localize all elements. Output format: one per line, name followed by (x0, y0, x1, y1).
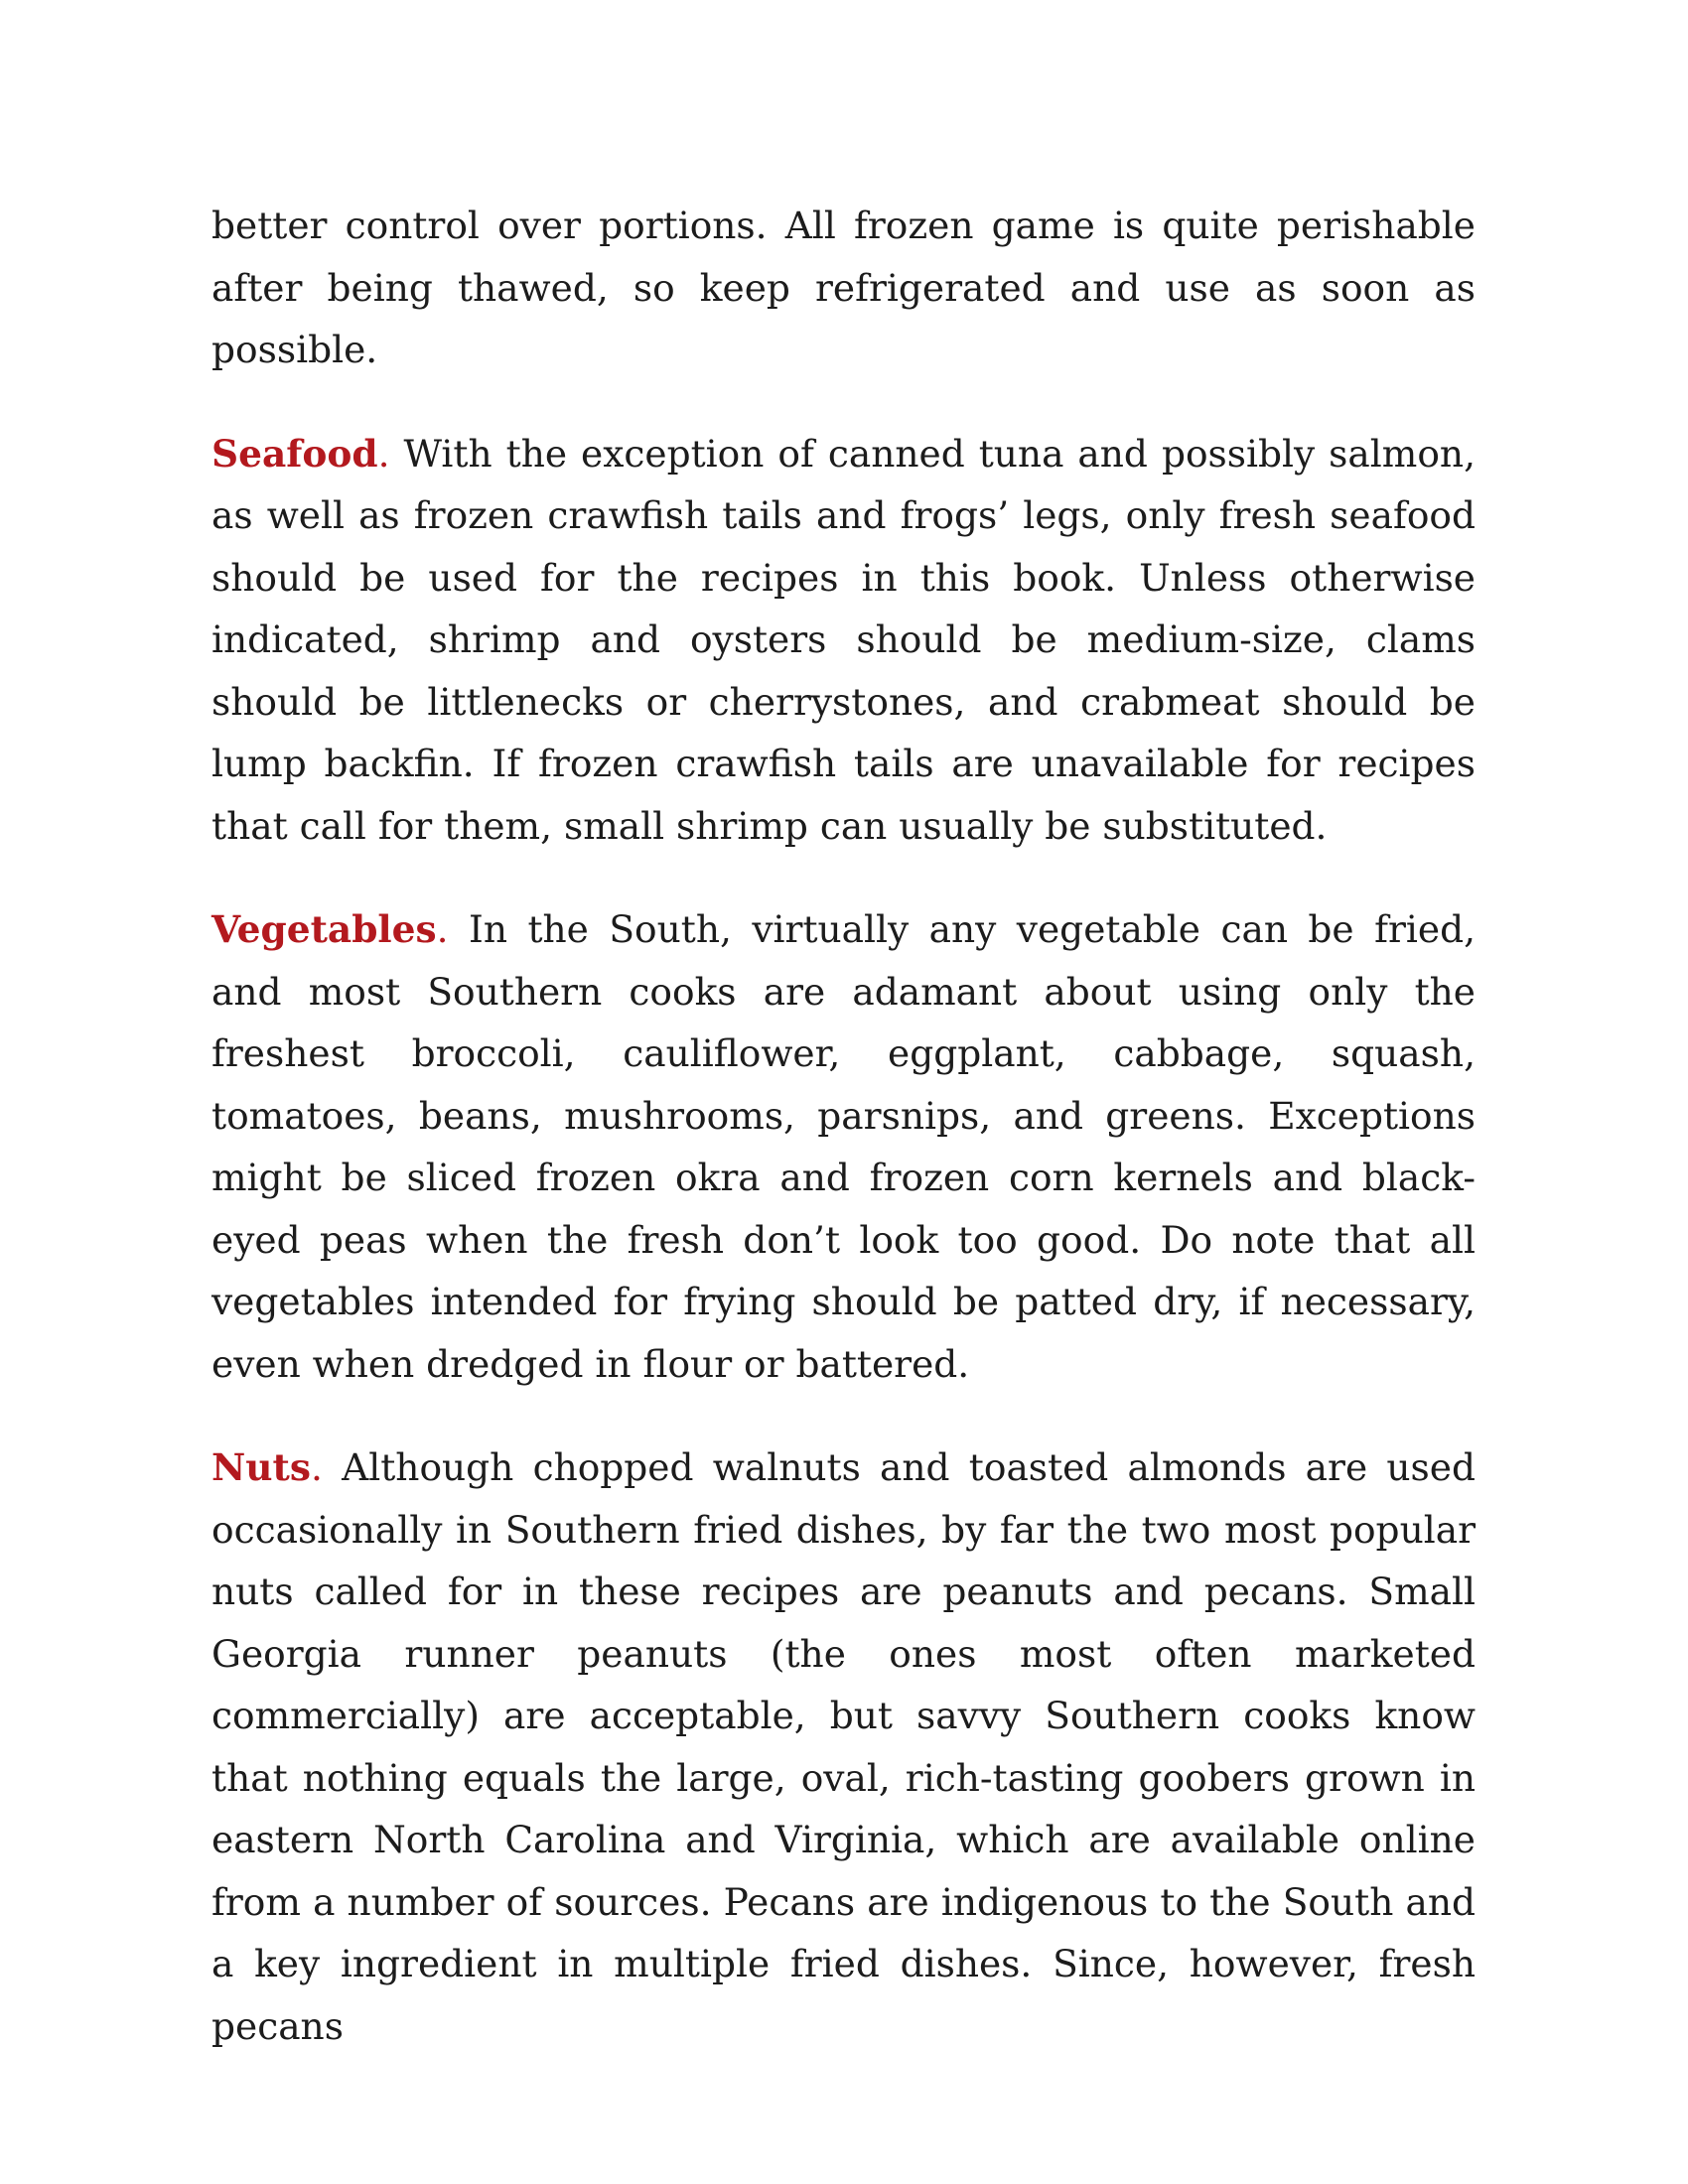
paragraph-text: In the South, virtually any vegetable can be fried, and most Southern cooks are adamant about using only the freshest broccoli, cauliflower, eggplant, cabbage, squash, tomatoes, beans, mushrooms, parsnips, and greens. Exceptions might be sliced frozen okra and frozen corn kernels and black-eyed peas when the fresh don’t look too good. Do note that all vegetables intended for frying should be patted dry, if necessary, even when dredged in flour or battered. (211, 907, 1476, 1386)
page-body (211, 195, 1476, 2099)
term-separator: . (310, 1445, 323, 1489)
term-separator: . (436, 907, 449, 951)
term-vegetables: Vegetables (211, 907, 437, 951)
paragraph-text: Although chopped walnuts and toasted almonds are used occasionally in Southern fried dishes, by far the two most popular nuts called for in these recipes are peanuts and pecans. Small Georgia runner peanuts (the ones most often marketed commercially) are acceptable, but savvy Southern cooks know that nothing equals the large, oval, rich-tasting goobers grown in eastern North Carolina and Virginia, which are available online from a number of sources. Pecans are indigenous to the South and a key ingredient in multiple fried dishes. Since, however, fresh pecans (211, 1445, 1476, 2048)
term-nuts: Nuts (211, 1445, 311, 1489)
paragraph-seafood (211, 423, 1476, 858)
paragraph-game-continued (211, 195, 1476, 381)
paragraph-text: better control over portions. All frozen game is quite perishable after being thawed, so keep refrigerated and use as soon as possible. (211, 204, 1476, 371)
term-separator: . (377, 431, 390, 476)
paragraph-nuts (211, 1436, 1476, 2057)
paragraph-vegetables (211, 898, 1476, 1395)
term-seafood: Seafood (211, 431, 378, 476)
paragraph-text: With the exception of canned tuna and possibly salmon, as well as frozen crawfish tails and frogs’ legs, only fresh seafood should be used for the recipes in this book. Unless otherwise indicated, shrimp and oysters should be medium-size, clams should be littlenecks or cherrystones, and crabmeat should be lump backfin. If frozen crawfish tails are unavailable for recipes that call for them, small shrimp can usually be substituted. (211, 431, 1476, 848)
